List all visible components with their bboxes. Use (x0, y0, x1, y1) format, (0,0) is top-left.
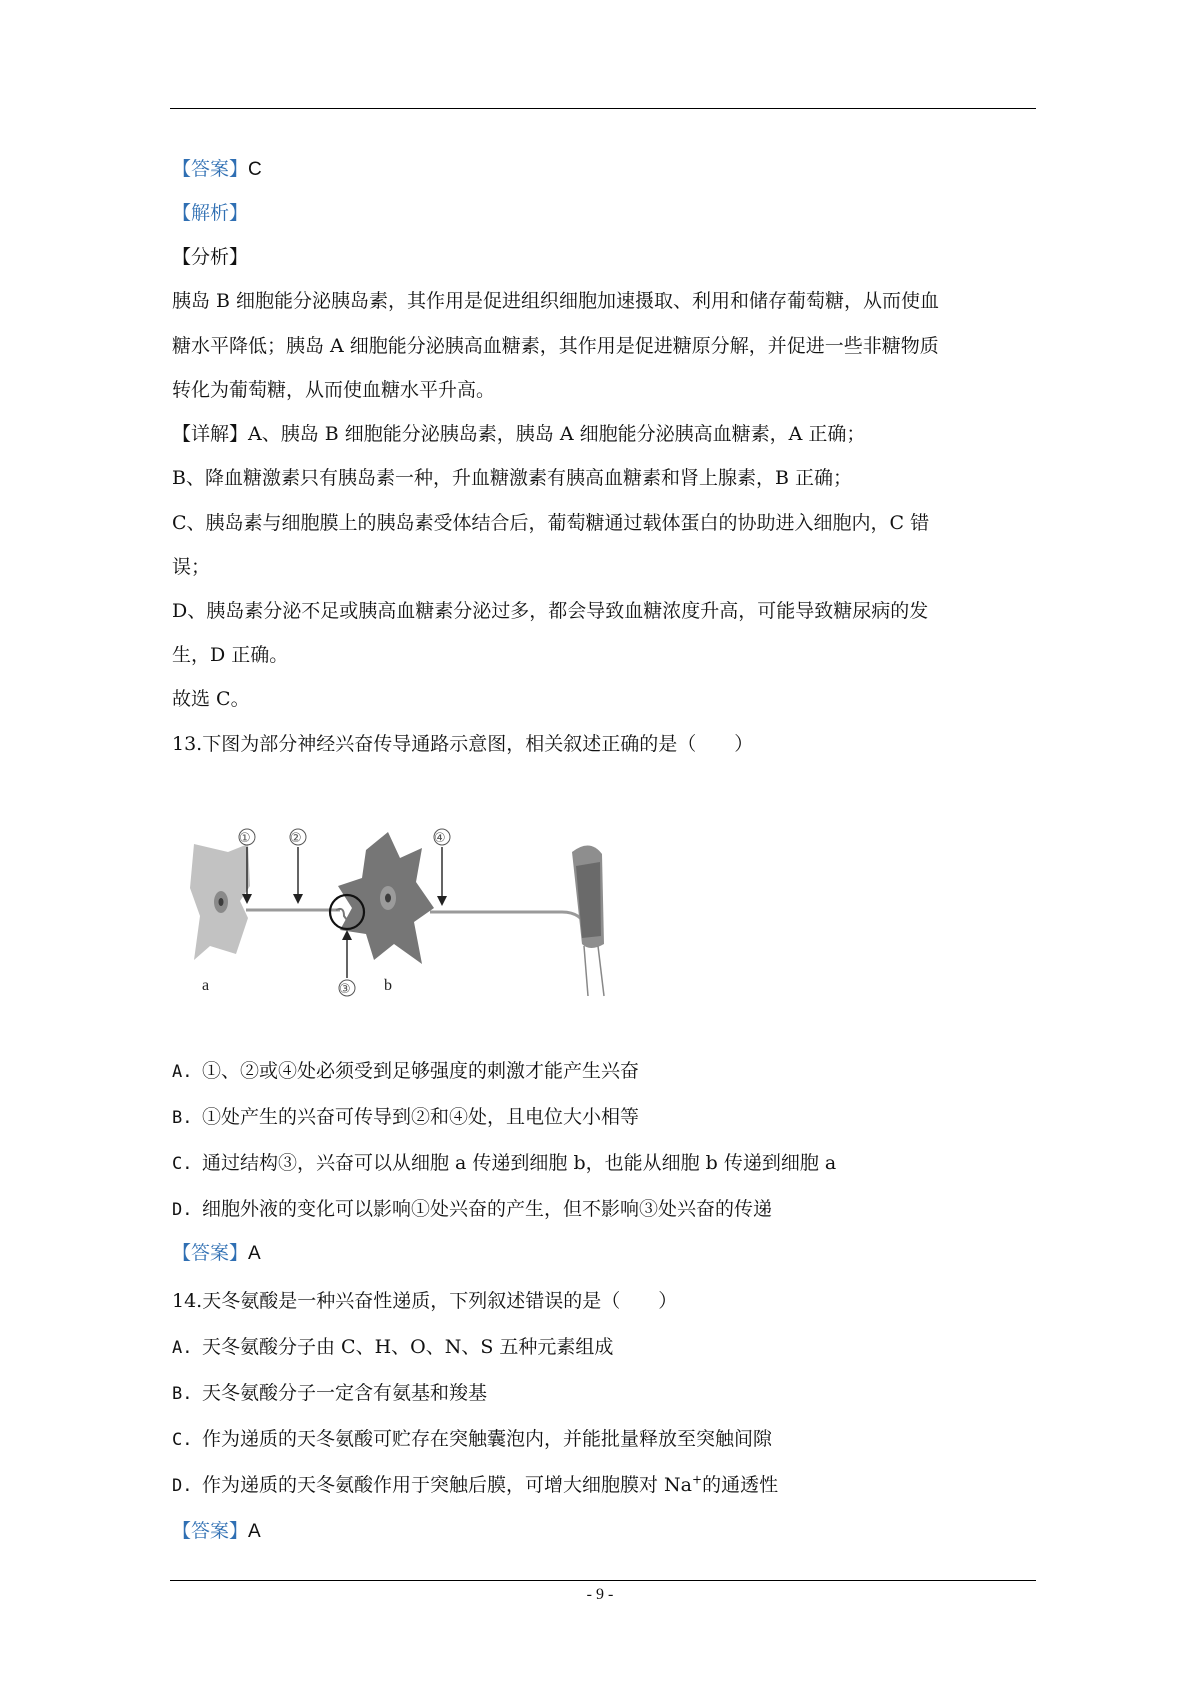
option-key: A. (172, 1338, 193, 1358)
option-text: ①、②或④处必须受到足够强度的刺激才能产生兴奋 (202, 1060, 640, 1082)
q13-option-c (172, 1150, 1038, 1177)
q14-option-d (172, 1472, 1038, 1499)
sodium-charge-superscript: + (692, 1472, 703, 1487)
detail-text: A、胰岛 B 细胞能分泌胰岛素，胰岛 A 细胞能分泌胰高血糖素，A 正确； (248, 423, 866, 445)
marker-4-arrowhead (437, 896, 447, 906)
header-rule (170, 108, 1036, 109)
detail-text-line: C、胰岛素与细胞膜上的胰岛素受体结合后，葡萄糖通过载体蛋白的协助进入细胞内，C 错 (172, 512, 930, 534)
marker-1: ① (239, 831, 251, 846)
q14-option-a (172, 1334, 1038, 1361)
subanalysis-heading (172, 244, 1038, 270)
option-text: 天冬氨酸分子一定含有氨基和羧基 (202, 1382, 488, 1404)
answer-line-14 (172, 1518, 1038, 1545)
detail-text-line: B、降血糖激素只有胰岛素一种，升血糖激素有胰高血糖素和肾上腺素，B 正确； (172, 467, 852, 489)
answer-tag: 【答案】 (172, 158, 249, 180)
marker-2: ② (290, 831, 302, 846)
detail-text-line: 误； (172, 556, 211, 578)
option-key: C. (172, 1430, 193, 1450)
option-key: D. (172, 1476, 193, 1496)
detail-line (172, 421, 1038, 447)
option-key: B. (172, 1108, 193, 1128)
option-text: 通过结构③，兴奋可以从细胞 a 传递到细胞 b，也能从细胞 b 传递到细胞 a (202, 1152, 837, 1174)
q13-option-a (172, 1058, 1038, 1085)
effector-muscle-band (576, 862, 601, 938)
option-key: C. (172, 1154, 193, 1174)
subanalysis-tag: 【分析】 (172, 246, 249, 268)
analysis-heading (172, 200, 1038, 226)
effector-base-line (598, 946, 604, 996)
analysis-text-line: 糖水平降低；胰岛 A 细胞能分泌胰高血糖素，其作用是促进糖原分解，并促进一些非糖物质 (172, 335, 939, 357)
answer-value: C (248, 159, 262, 180)
marker-3: ③ (339, 982, 351, 997)
answer-value: A (248, 1521, 261, 1542)
answer-value: A (248, 1243, 261, 1264)
answer-line-13 (172, 1240, 1038, 1267)
page-number: - 9 - (586, 1586, 614, 1603)
marker-1-arrowhead (242, 894, 252, 904)
option-text: 作为递质的天冬氨酸作用于突触后膜，可增大细胞膜对 Na (202, 1474, 692, 1496)
cell-label-a: a (202, 977, 210, 994)
neuron-diagram (190, 826, 710, 1016)
option-text-tail: 的通透性 (702, 1474, 779, 1496)
effector-base-line (584, 946, 588, 996)
conclusion-line: 故选 C。 (172, 688, 250, 710)
detail-text-line: D、胰岛素分泌不足或胰高血糖素分泌过多，都会导致血糖浓度升高，可能导致糖尿病的发 (172, 600, 929, 622)
option-key: B. (172, 1384, 193, 1404)
detail-text-line: 生，D 正确。 (172, 644, 289, 666)
option-key: D. (172, 1200, 193, 1220)
axon-b (430, 912, 588, 930)
analysis-text-line: 转化为葡萄糖，从而使血糖水平升高。 (172, 379, 496, 401)
answer-tag: 【答案】 (172, 1520, 249, 1542)
q13-option-d (172, 1196, 1038, 1223)
cell-b-nucleolus (385, 894, 391, 903)
cell-label-b: b (384, 977, 392, 994)
cell-a-nucleolus (219, 898, 224, 906)
option-text: 细胞外液的变化可以影响①处兴奋的产生，但不影响③处兴奋的传递 (202, 1198, 773, 1220)
marker-4: ④ (434, 831, 446, 846)
option-text: ①处产生的兴奋可传导到②和④处，且电位大小相等 (202, 1106, 640, 1128)
footer-rule (170, 1580, 1036, 1581)
detail-tag: 【详解】 (172, 423, 249, 445)
question-14-stem: 14.天冬氨酸是一种兴奋性递质，下列叙述错误的是（ ） (172, 1290, 678, 1312)
analysis-tag: 【解析】 (172, 202, 249, 224)
option-text: 天冬氨酸分子由 C、H、O、N、S 五种元素组成 (202, 1336, 614, 1358)
q14-option-b (172, 1380, 1038, 1407)
answer-line-12 (172, 156, 1038, 183)
option-text: 作为递质的天冬氨酸可贮存在突触囊泡内，并能批量释放至突触间隙 (202, 1428, 773, 1450)
option-key: A. (172, 1062, 193, 1082)
answer-tag: 【答案】 (172, 1242, 249, 1264)
q14-option-c (172, 1426, 1038, 1453)
marker-2-arrowhead (293, 894, 303, 904)
analysis-text-line: 胰岛 B 细胞能分泌胰岛素，其作用是促进组织细胞加速摄取、利用和储存葡萄糖，从而使血 (172, 290, 940, 312)
q13-option-b (172, 1104, 1038, 1131)
question-13-stem: 13.下图为部分神经兴奋传导通路示意图，相关叙述正确的是（ ） (172, 733, 754, 755)
